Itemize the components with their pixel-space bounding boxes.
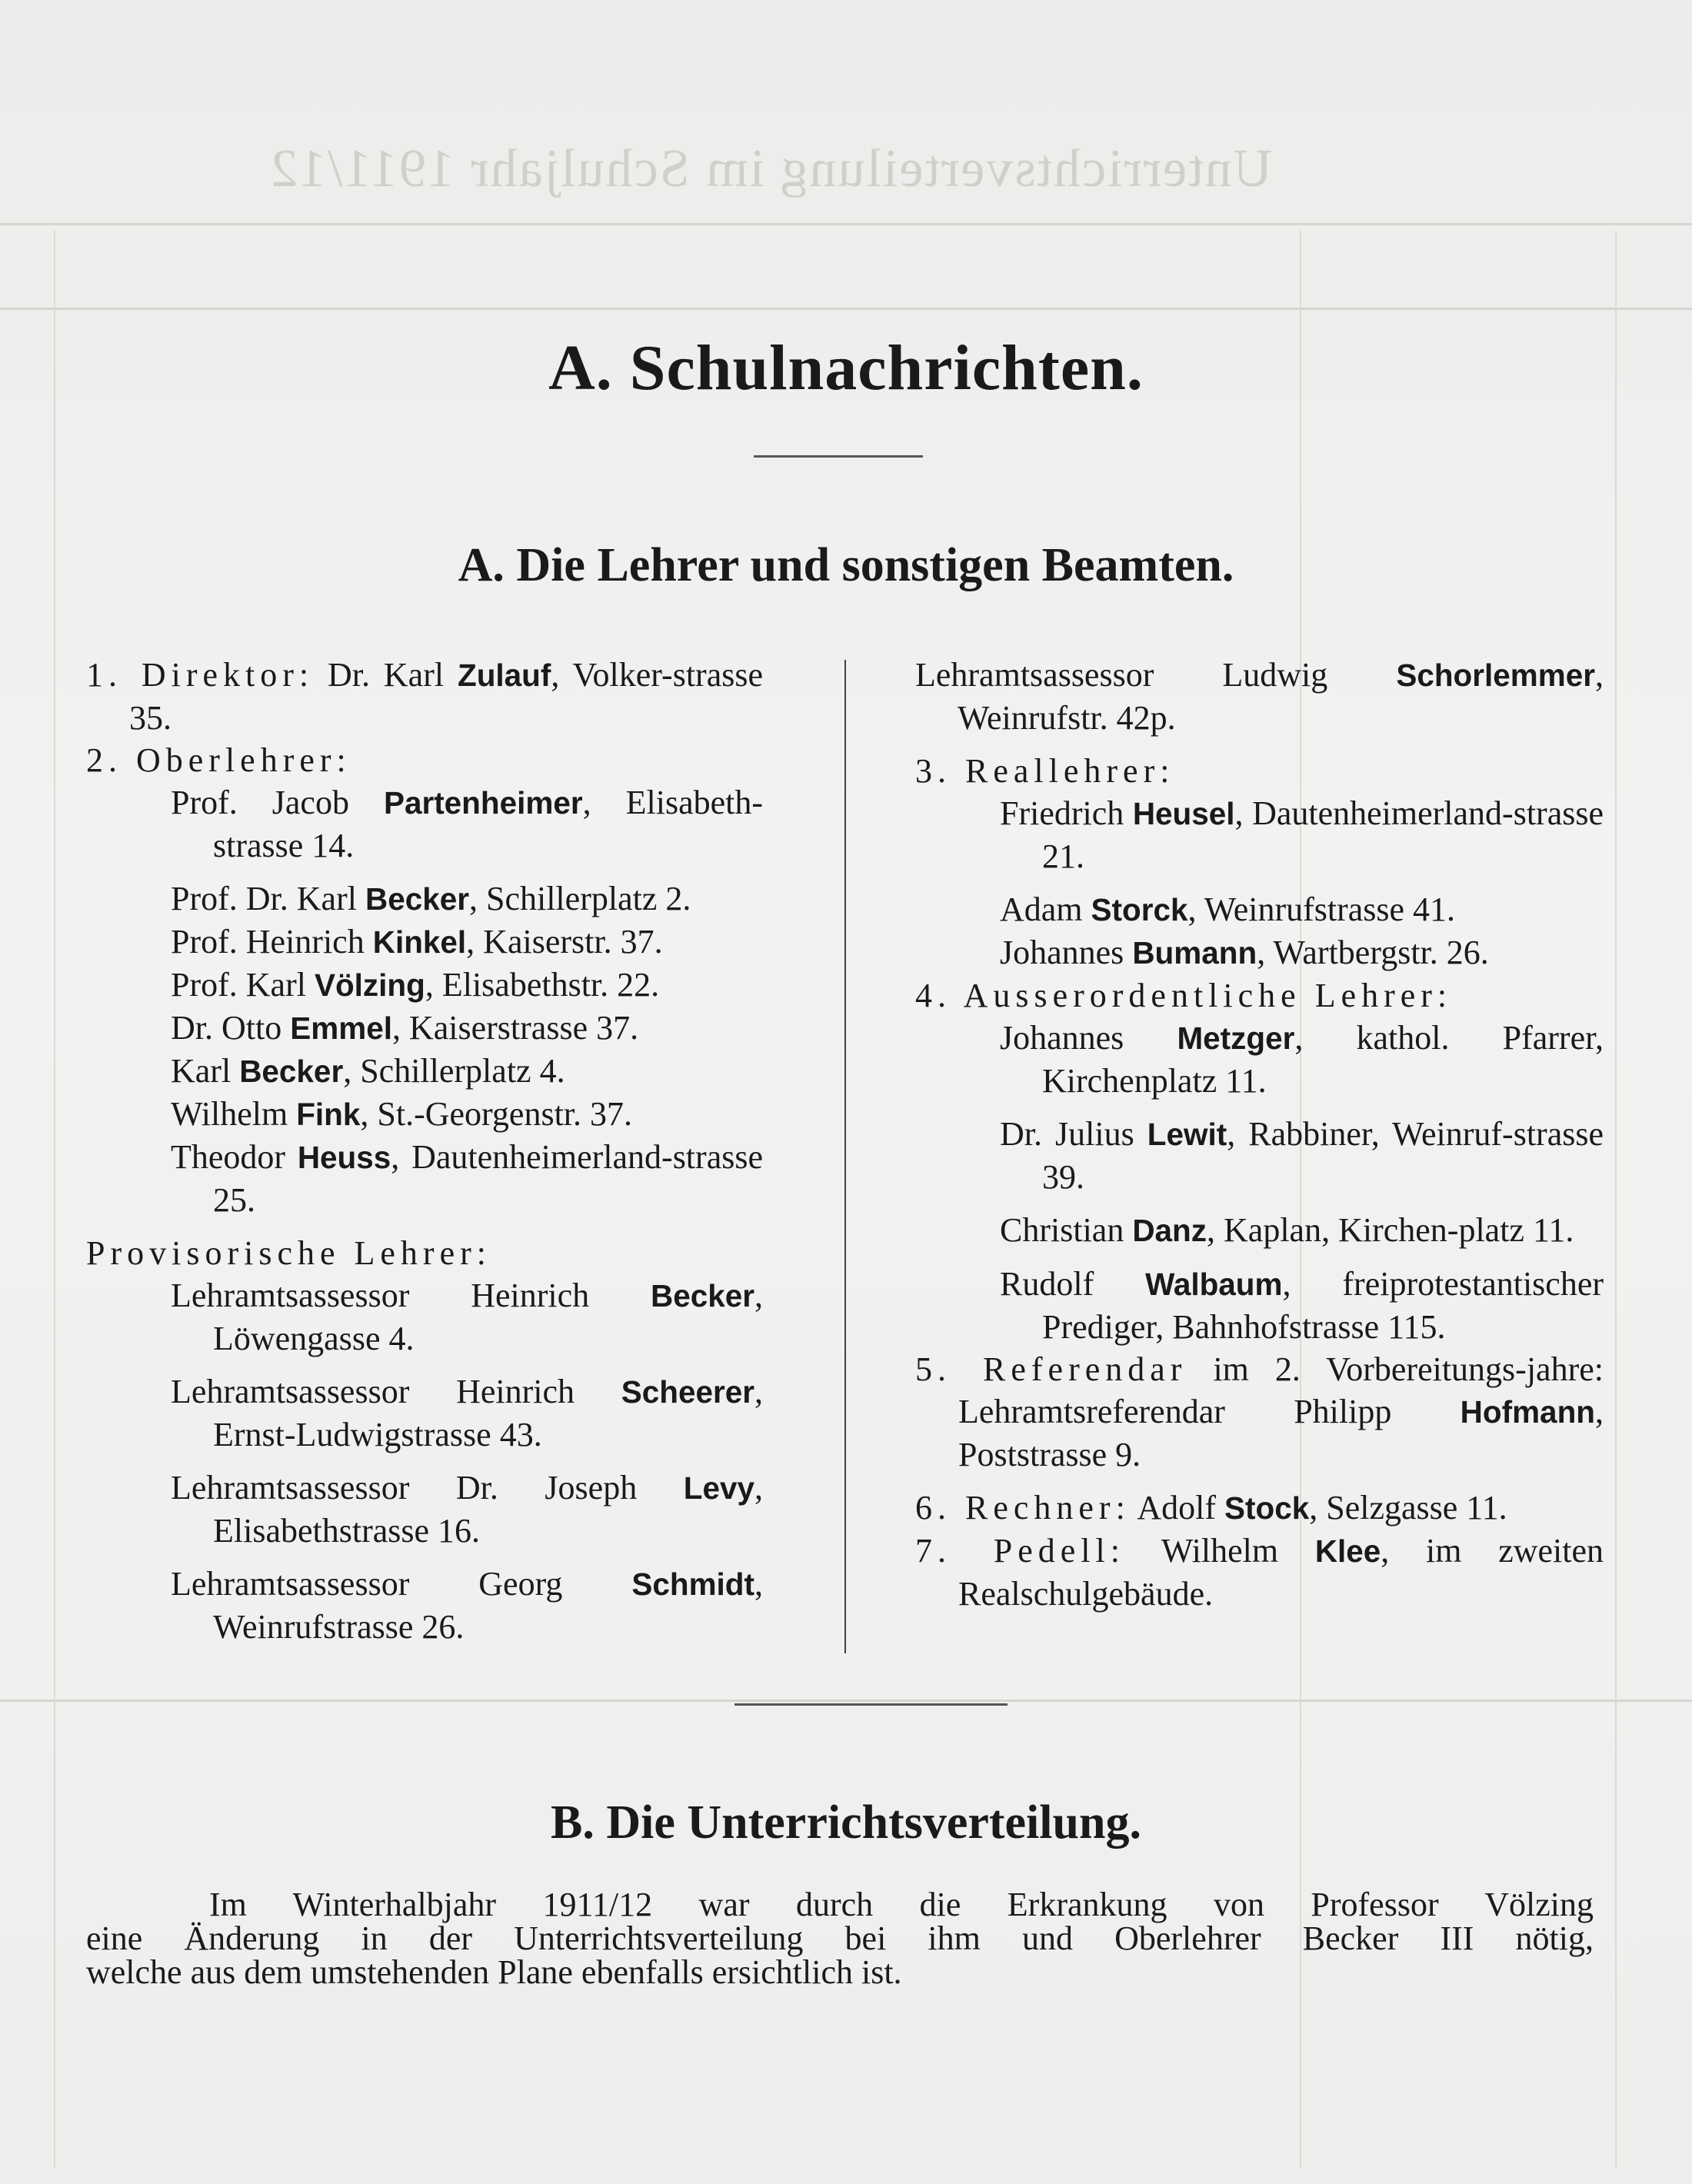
bleed-line [54, 231, 55, 2169]
list-item: Friedrich Heusel, Dautenheimerland-strasse 21. [1000, 794, 1604, 875]
right-column [915, 654, 1604, 1615]
bleed-line [0, 1700, 1692, 1702]
list-item: Rudolf Walbaum, freiprotestantischer Prediger, Bahnhofstrasse 115. [1000, 1265, 1604, 1346]
paragraph-line: Im Winterhalbjahr 1911/12 war durch die Erkrankung von Professor Völzing [209, 1886, 1594, 1923]
list-item: Adam Storck, Weinrufstrasse 41. [1000, 891, 1456, 928]
list-item: Lehramtsassessor Ludwig Schorlemmer, Weinrufstr. 42p. [915, 656, 1604, 737]
column-divider [844, 660, 846, 1653]
list-item: Wilhelm Fink, St.-Georgenstr. 37. [171, 1095, 633, 1133]
list-item: Lehramtsassessor Heinrich Becker, Löwengasse 4. [171, 1277, 763, 1357]
ausser-label: 4. Ausserordentliche Lehrer: [915, 977, 1453, 1014]
list-item: Prof. Heinrich Kinkel, Kaiserstr. 37. [171, 923, 663, 960]
list-item: Lehramtsassessor Heinrich Scheerer, Ernst-Ludwigstrasse 43. [171, 1373, 763, 1453]
page-title: A. Schulnachrichten. [548, 332, 1144, 404]
paragraph-line: eine Änderung in der Unterrichtsverteilung bei ihm und Oberlehrer Becker III nötig, [86, 1919, 1594, 1957]
bleed-line [0, 223, 1692, 225]
title-divider [754, 455, 923, 458]
section-b-paragraph [86, 1888, 1594, 1989]
oberlehrer-label: 2. Oberlehrer: [86, 741, 351, 779]
referendar-entry: 5. Referendar im 2. Vorbereitungs-jahre: Lehramtsreferendar Philipp Hofmann, Poststrasse 9. [915, 1350, 1604, 1473]
rechner-entry: 6. Rechner: Adolf Stock, Selzgasse 11. [915, 1489, 1507, 1526]
section-divider [734, 1703, 1008, 1706]
bleed-through-title: Unterrichtsverteilung im Schuljahr 1911/12 [269, 139, 1273, 198]
list-item: Johannes Metzger, kathol. Pfarrer, Kirchenplatz 11. [1000, 1019, 1604, 1100]
list-item: Christian Danz, Kaplan, Kirchen-platz 11. [1000, 1211, 1574, 1249]
provisorisch-label: Provisorische Lehrer: [86, 1234, 491, 1272]
reallehrer-label: 3. Reallehrer: [915, 752, 1175, 790]
list-item: Theodor Heuss, Dautenheimerland-strasse 25. [171, 1138, 763, 1219]
section-b-heading: B. Die Unterrichtsverteilung. [551, 1796, 1141, 1849]
list-item: Dr. Julius Lewit, Rabbiner, Weinruf-strasse 39. [1000, 1115, 1604, 1196]
section-a-heading: A. Die Lehrer und sonstigen Beamten. [458, 539, 1234, 591]
list-item: Prof. Dr. Karl Becker, Schillerplatz 2. [171, 880, 691, 917]
paragraph-line: welche aus dem umstehenden Plane ebenfalls ersichtlich ist. [86, 1953, 902, 1991]
list-item: Lehramtsassessor Georg Schmidt, Weinrufstrasse 26. [171, 1565, 763, 1646]
direktor-entry: 1. Direktor: Dr. Karl Zulauf, Volker-strasse 35. [86, 656, 764, 737]
list-item: Dr. Otto Emmel, Kaiserstrasse 37. [171, 1009, 639, 1047]
list-item: Prof. Karl Völzing, Elisabethstr. 22. [171, 966, 660, 1004]
list-item: Karl Becker, Schillerplatz 4. [171, 1052, 565, 1090]
list-item: Lehramtsassessor Dr. Joseph Levy, Elisabethstrasse 16. [171, 1469, 764, 1550]
pedell-entry: 7. Pedell: Wilhelm Klee, im zweiten Realschulgebäude. [915, 1532, 1604, 1613]
list-item: Johannes Bumann, Wartbergstr. 26. [1000, 934, 1489, 971]
bleed-line [0, 308, 1692, 310]
bleed-line [1615, 231, 1617, 2169]
list-item: Prof. Jacob Partenheimer, Elisabeth-strasse 14. [171, 784, 763, 864]
left-column [86, 654, 763, 1648]
